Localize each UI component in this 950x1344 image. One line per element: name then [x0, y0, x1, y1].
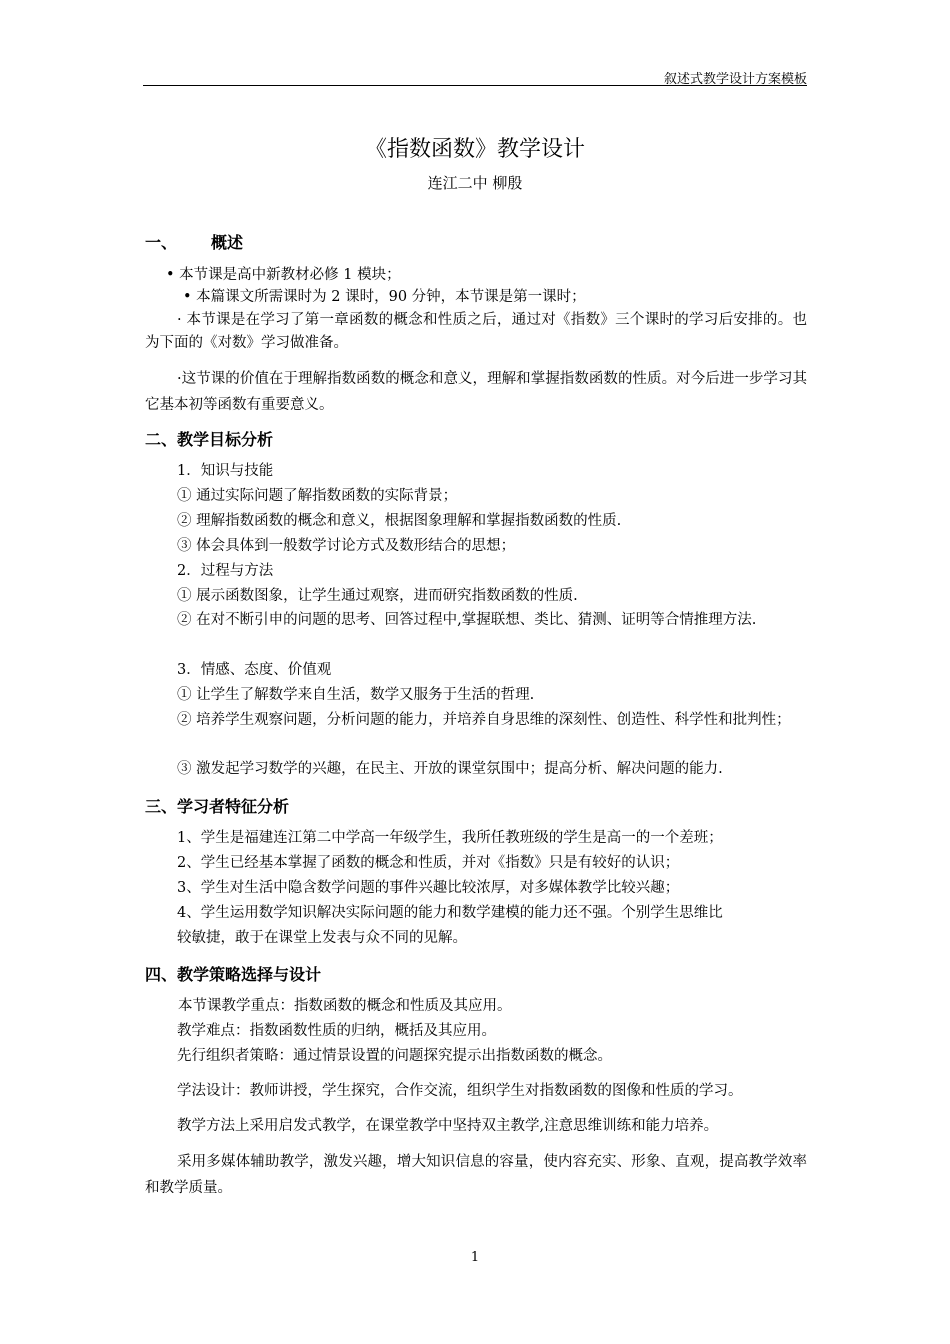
goal-heading: 1．知识与技能 [177, 463, 274, 479]
strategy-item: 本节课教学重点：指数函数的概念和性质及其应用。 [178, 998, 512, 1014]
running-header: 叙述式教学设计方案模板 [663, 72, 807, 87]
strategy-item: 采用多媒体辅助教学，激发兴趣，增大知识信息的容量，使内容充实、形象、直观，提高教学效率和教学质量。 [145, 1154, 807, 1196]
section-number: 一、 [145, 233, 178, 252]
goal-heading: 3．情感、态度、价值观 [177, 662, 332, 678]
goal-item: ③ 体会具体到一般数学讨论方式及数形结合的思想； [177, 538, 516, 554]
learner-item: 较敏捷，敢于在课堂上发表与众不同的见解。 [177, 930, 467, 946]
section-heading-learners: 三、学习者特征分析 [145, 797, 290, 816]
overview-item: • 本节课是高中新教材必修 1 模块； [166, 267, 401, 283]
overview-item: · 本节课是在学习了第一章函数的概念和性质之后，通过对《指数》三个课时的学习后安排的。也为下面的《对数》学习做准备。 [145, 312, 807, 351]
learner-item: 2、学生已经基本掌握了函数的概念和性质，并对《指数》只是有较好的认识； [177, 855, 680, 871]
goal-item: ③ 激发起学习数学的兴趣，在民主、开放的课堂氛围中；提高分析、解决问题的能力. [177, 761, 723, 777]
strategy-item: 学法设计：教师讲授，学生探究，合作交流，组织学生对指数函数的图像和性质的学习。 [177, 1083, 743, 1099]
overview-item: ·这节课的价值在于理解指数函数的概念和意义，理解和掌握指数函数的性质。对今后进一步学习其它基本初等函数有重要意义。 [145, 371, 807, 413]
overview-item: • 本篇课文所需课时为 2 课时，90 分钟，本节课是第一课时； [183, 289, 586, 305]
goal-heading: 2．过程与方法 [177, 563, 274, 579]
goal-item: ② 培养学生观察问题，分析问题的能力，并培养自身思维的深刻性、创造性、科学性和批判性； [177, 712, 791, 728]
section-heading-goals: 二、教学目标分析 [145, 430, 274, 449]
goal-item: ① 让学生了解数学来自生活，数学又服务于生活的哲理. [177, 687, 535, 703]
strategy-item: 教学方法上采用启发式教学，在课堂教学中坚持双主教学,注意思维训练和能力培养。 [177, 1118, 719, 1134]
strategy-item: 先行组织者策略：通过情景设置的问题探究提示出指数函数的概念。 [177, 1048, 612, 1064]
goal-item: ① 通过实际问题了解指数函数的实际背景； [177, 488, 458, 504]
header-rule [143, 85, 807, 86]
section-heading-strategy: 四、教学策略选择与设计 [145, 965, 322, 984]
learner-item: 1、学生是福建连江第二中学高一年级学生，我所任教班级的学生是高一的一个差班； [177, 830, 723, 846]
section-heading-overview [145, 230, 243, 253]
strategy-item: 教学难点：指数函数性质的归纳，概括及其应用。 [177, 1023, 496, 1039]
goal-item: ② 在对不断引申的问题的思考、回答过程中,掌握联想、类比、猜测、证明等合情推理方法. [177, 612, 757, 628]
learner-item: 4、学生运用数学知识解决实际问题的能力和数学建模的能力还不强。个别学生思维比 [177, 905, 723, 921]
goal-item: ① 展示函数图象，让学生通过观察，进而研究指数函数的性质. [177, 588, 578, 604]
document-author: 连江二中 柳殷 [427, 174, 523, 192]
page-number: 1 [470, 1250, 480, 1265]
learner-item: 3、学生对生活中隐含数学问题的事件兴趣比较浓厚，对多媒体教学比较兴趣； [177, 880, 680, 896]
document-title: 《指数函数》教学设计 [364, 137, 585, 162]
goal-item: ② 理解指数函数的概念和意义，根据图象理解和掌握指数函数的性质. [177, 513, 622, 529]
section-title: 概述 [211, 233, 244, 252]
